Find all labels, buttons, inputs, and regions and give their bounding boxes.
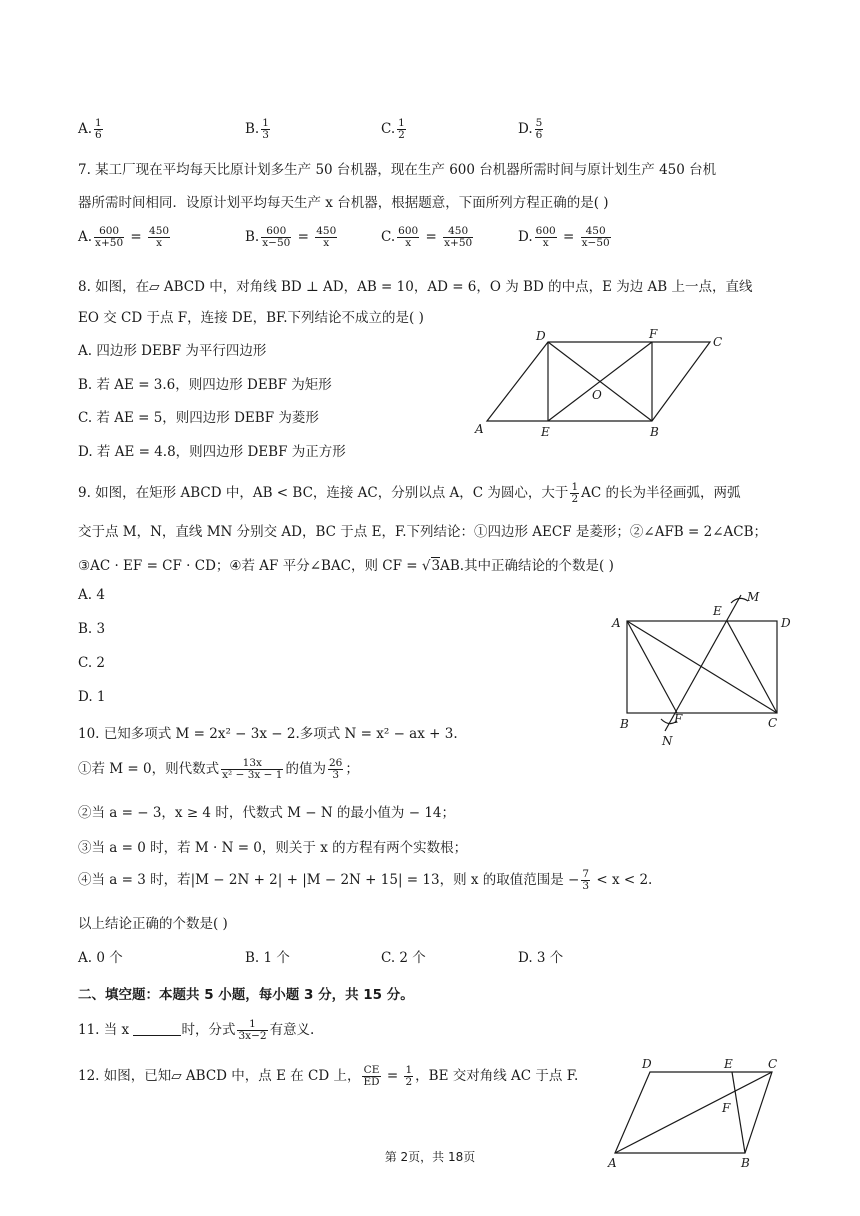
q6-option-b: B. $\frac{1}{3}$ (245, 117, 269, 141)
label-n: N (662, 734, 673, 748)
label-e: E (724, 1057, 733, 1071)
q10-option-a: A. 0 个 (78, 950, 123, 966)
q7-option-d: D. $\frac{600}{x}$ = $\frac{450}{x-50}$ (518, 225, 610, 249)
label-a: A (612, 616, 621, 630)
q9-option-d: D. 1 (78, 689, 106, 705)
q10-statement-2: ②当 a = − 3，x ≥ 4 时，代数式 M − N 的最小值为 − 14； (78, 805, 455, 821)
label-e: E (541, 425, 550, 439)
q9-option-a: A. 4 (78, 587, 105, 603)
q7-stem-line1: 7. 某工厂现在平均每天比原计划多生产 50 台机器，现在生产 600 台机器所需时间与原计划生产 450 台机 (78, 162, 717, 178)
q9-stem-line2: 交于点 M，N，直线 MN 分别交 AD，BC 于点 E，F.下列结论：①四边形 AECF 是菱形；②∠AFB = 2∠ACB； (78, 524, 768, 540)
q10-option-d: D. 3 个 (518, 950, 564, 966)
q7-option-c: C. $\frac{600}{x}$ = $\frac{450}{x+50}$ (381, 225, 473, 249)
q10-stem: 10. 已知多项式 M = 2x² − 3x − 2.多项式 N = x² − ax + 3. (78, 726, 458, 742)
fraction: $\frac{1}{3}$ (262, 117, 269, 141)
q7-stem-line2: 器所需时间相同．设原计划平均每天生产 x 台机器，根据题意，下面所列方程正确的是( ) (78, 195, 609, 211)
label-a: A (475, 422, 484, 436)
q8-option-b: B. 若 AE = 3.6，则四边形 DEBF 为矩形 (78, 377, 332, 393)
q10-option-b: B. 1 个 (245, 950, 290, 966)
label-f: F (722, 1101, 731, 1115)
fraction: $\frac{1}{2}$ (398, 117, 405, 141)
q10-statement-4: ④当 a = 3 时，若|M − 2N + 2| + |M − 2N + 15| = 13，则 x 的取值范围是 − $\frac{7}{3}$ < x < 2. (78, 868, 653, 892)
q11-stem: 11. 当 x 时，分式 $\frac{1}{3x-2}$ 有意义. (78, 1018, 315, 1042)
label-f: F (674, 712, 683, 726)
answer-blank[interactable] (133, 1023, 181, 1036)
label-o: O (592, 388, 602, 402)
q7-option-a: A. $\frac{600}{x+50}$ = $\frac{450}{x}$ (78, 225, 170, 249)
label-c: C (713, 335, 723, 349)
fraction: $\frac{1}{6}$ (95, 117, 102, 141)
label-a: A (608, 1156, 617, 1170)
label-b: B (620, 717, 629, 731)
q9-stem-line1: 9. 如图，在矩形 ABCD 中，AB < BC，连接 AC，分别以点 A，C 为圆心，大于 $\frac{1}{2}$ AC 的长为半径画弧，两弧 (78, 481, 741, 505)
label-m: M (747, 590, 760, 604)
section-heading: 二、填空题：本题共 5 小题，每小题 3 分，共 15 分。 (78, 987, 414, 1003)
q10-statement-3: ③当 a = 0 时，若 M · N = 0，则关于 x 的方程有两个实数根； (78, 840, 468, 856)
q9-stem-line3: ③AC · EF = CF · CD；④若 AF 平分∠BAC，则 CF = √3AB.其中正确结论的个数是( ) (78, 558, 614, 574)
q10-option-c: C. 2 个 (381, 950, 426, 966)
q7-option-b: B. $\frac{600}{x-50}$ = $\frac{450}{x}$ (245, 225, 337, 249)
q10-statement-1: ①若 M = 0，则代数式 $\frac{13x}{\text{x² − 3x − 1}}$ 的值为 $\frac{26}{3}$ ； (78, 757, 359, 781)
label-c: C (768, 1057, 778, 1071)
q8-stem-line1: 8. 如图，在▱ ABCD 中，对角线 BD ⊥ AD，AB = 10，AD = 6，O 为 BD 的中点，E 为边 AB 上一点，直线 (78, 279, 753, 295)
q6-option-d: D. $\frac{5}{6}$ (518, 117, 543, 141)
q6-option-c: C. $\frac{1}{2}$ (381, 117, 405, 141)
label-e: E (713, 604, 722, 618)
q8-option-d: D. 若 AE = 4.8，则四边形 DEBF 为正方形 (78, 444, 346, 460)
label-b: B (741, 1156, 750, 1170)
q8-option-c: C. 若 AE = 5，则四边形 DEBF 为菱形 (78, 410, 319, 426)
q8-option-a: A. 四边形 DEBF 为平行四边形 (78, 343, 267, 359)
label-f: F (649, 327, 658, 341)
page-footer: 第 2页，共 18页 (384, 1150, 476, 1164)
q8-stem-line2: EO 交 CD 于点 F，连接 DE，BF.下列结论不成立的是( ) (78, 310, 424, 326)
label-c: C (768, 716, 778, 730)
q9-option-c: C. 2 (78, 655, 106, 671)
q9-rectangle-figure (605, 585, 805, 750)
q9-option-b: B. 3 (78, 621, 106, 637)
label-d: D (642, 1057, 652, 1071)
q10-question: 以上结论正确的个数是( ) (78, 916, 228, 932)
fraction: $\frac{5}{6}$ (535, 117, 543, 141)
q12-stem: 12. 如图，已知▱ ABCD 中，点 E 在 CD 上， $\frac{CE}{ED}$ = $\frac{1}{2}$ ，BE 交对角线 AC 于点 F. (78, 1064, 579, 1088)
q8-parallelogram-figure (470, 325, 740, 445)
label-b: B (650, 425, 659, 439)
q6-option-a: A. $\frac{1}{6}$ (78, 117, 102, 141)
label-d: D (536, 329, 546, 343)
label-d: D (781, 616, 791, 630)
